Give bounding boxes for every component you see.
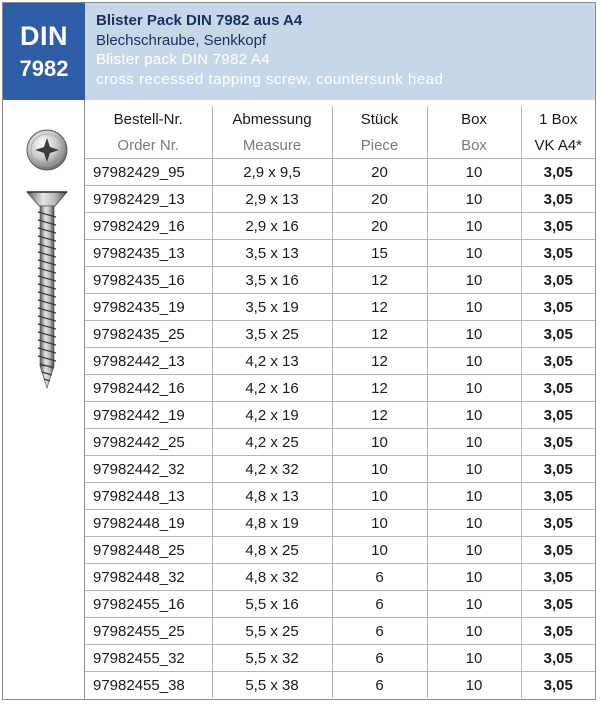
subtitle-english: cross recessed tapping screw, countersunk head [96,70,444,88]
table-row [85,375,595,402]
measure-cell: 4,8 x 25 [212,537,332,564]
countersunk-screw-icon [27,192,67,388]
box-cell: 10 [427,321,521,348]
measure-cell: 2,9 x 16 [212,213,332,240]
column-header: Bestell-Nr. [85,106,212,132]
price-cell: 3,05 [521,429,595,456]
price-cell: 3,05 [521,267,595,294]
piece-cell: 10 [332,456,427,483]
box-cell: 10 [427,186,521,213]
table-row [85,213,595,240]
price-cell: 3,05 [521,510,595,537]
table-row [85,159,595,186]
order-number-cell: 97982429_16 [85,213,212,240]
price-cell: 3,05 [521,186,595,213]
measure-cell: 4,8 x 19 [212,510,332,537]
box-cell: 10 [427,159,521,186]
order-number-cell: 97982435_13 [85,240,212,267]
product-card [2,2,596,700]
order-number-cell: 97982442_19 [85,402,212,429]
subtitle-german: Blechschraube, Senkkopf [96,31,267,49]
table-row [85,483,595,510]
column-header: Piece [332,132,427,159]
measure-cell: 5,5 x 38 [212,672,332,699]
price-cell: 3,05 [521,537,595,564]
table-row [85,672,595,699]
piece-cell: 6 [332,564,427,591]
measure-cell: 5,5 x 25 [212,618,332,645]
column-header: Order Nr. [85,132,212,159]
box-cell: 10 [427,294,521,321]
piece-cell: 12 [332,321,427,348]
piece-cell: 12 [332,375,427,402]
order-number-cell: 97982455_25 [85,618,212,645]
price-cell: 3,05 [521,591,595,618]
piece-cell: 10 [332,510,427,537]
column-header: Measure [212,132,332,159]
price-cell: 3,05 [521,483,595,510]
piece-cell: 10 [332,429,427,456]
table-row [85,267,595,294]
measure-cell: 4,2 x 32 [212,456,332,483]
order-number-cell: 97982455_32 [85,645,212,672]
table-row [85,537,595,564]
price-cell: 3,05 [521,645,595,672]
table-row [85,564,595,591]
price-cell: 3,05 [521,618,595,645]
measure-cell: 4,2 x 13 [212,348,332,375]
piece-cell: 6 [332,591,427,618]
title-german: Blister Pack DIN 7982 aus A4 [96,12,303,29]
piece-cell: 20 [332,186,427,213]
measure-cell: 5,5 x 32 [212,645,332,672]
price-cell: 3,05 [521,375,595,402]
order-number-cell: 97982442_13 [85,348,212,375]
measure-cell: 3,5 x 25 [212,321,332,348]
product-table [85,106,595,698]
order-number-cell: 97982448_32 [85,564,212,591]
box-cell: 10 [427,564,521,591]
piece-cell: 20 [332,213,427,240]
order-number-cell: 97982455_38 [85,672,212,699]
table-row [85,456,595,483]
din-badge [3,3,85,100]
order-number-cell: 97982442_16 [85,375,212,402]
order-number-cell: 97982448_13 [85,483,212,510]
measure-cell: 4,8 x 32 [212,564,332,591]
piece-cell: 12 [332,294,427,321]
piece-cell: 10 [332,537,427,564]
price-cell: 3,05 [521,213,595,240]
table-row [85,348,595,375]
box-cell: 10 [427,645,521,672]
order-number-cell: 97982429_13 [85,186,212,213]
table-row [85,618,595,645]
price-cell: 3,05 [521,456,595,483]
measure-cell: 3,5 x 19 [212,294,332,321]
table-row [85,591,595,618]
din-badge-label: DIN [20,21,68,51]
header-row-german [85,106,595,132]
table-row [85,429,595,456]
measure-cell: 2,9 x 13 [212,186,332,213]
table-row [85,510,595,537]
order-number-cell: 97982455_16 [85,591,212,618]
measure-cell: 4,2 x 16 [212,375,332,402]
box-cell: 10 [427,267,521,294]
price-cell: 3,05 [521,240,595,267]
order-number-cell: 97982435_25 [85,321,212,348]
din-badge-number: 7982 [19,56,69,81]
column-header: Stück [332,106,427,132]
order-number-cell: 97982429_95 [85,159,212,186]
measure-cell: 3,5 x 16 [212,267,332,294]
title-english: Blister pack DIN 7982 A4 [96,51,270,68]
piece-cell: 6 [332,645,427,672]
table-row [85,186,595,213]
box-cell: 10 [427,510,521,537]
box-cell: 10 [427,672,521,699]
measure-cell: 4,8 x 13 [212,483,332,510]
box-cell: 10 [427,375,521,402]
column-header: Box [427,106,521,132]
order-number-cell: 97982435_19 [85,294,212,321]
price-cell: 3,05 [521,348,595,375]
piece-cell: 12 [332,267,427,294]
box-cell: 10 [427,402,521,429]
table-row [85,402,595,429]
title-block [96,11,443,89]
measure-cell: 4,2 x 19 [212,402,332,429]
price-cell: 3,05 [521,564,595,591]
box-cell: 10 [427,483,521,510]
price-cell: 3,05 [521,321,595,348]
table-row [85,240,595,267]
price-cell: 3,05 [521,159,595,186]
header-band [3,3,595,100]
box-cell: 10 [427,456,521,483]
piece-cell: 6 [332,672,427,699]
box-cell: 10 [427,240,521,267]
piece-cell: 10 [332,483,427,510]
piece-cell: 15 [332,240,427,267]
price-cell: 3,05 [521,402,595,429]
column-header: 1 Box [539,110,578,128]
box-cell: 10 [427,591,521,618]
order-number-cell: 97982448_19 [85,510,212,537]
table-row [85,321,595,348]
piece-cell: 6 [332,618,427,645]
box-cell: 10 [427,618,521,645]
order-number-cell: 97982442_25 [85,429,212,456]
column-header: VK A4* [521,132,595,159]
piece-cell: 12 [332,402,427,429]
product-image-column [3,100,85,700]
column-header: Abmessung [212,106,332,132]
measure-cell: 4,2 x 25 [212,429,332,456]
measure-cell: 3,5 x 13 [212,240,332,267]
product-illustration [3,100,85,700]
order-number-cell: 97982442_32 [85,456,212,483]
box-cell: 10 [427,537,521,564]
measure-cell: 2,9 x 9,5 [212,159,332,186]
column-header: Box [427,132,521,159]
box-cell: 10 [427,429,521,456]
price-cell: 3,05 [521,294,595,321]
box-cell: 10 [427,213,521,240]
piece-cell: 20 [332,159,427,186]
order-number-cell: 97982448_25 [85,537,212,564]
box-cell: 10 [427,348,521,375]
header-row-english [85,132,595,159]
price-cell: 3,05 [543,676,573,694]
table-row [85,645,595,672]
table-row [85,294,595,321]
measure-cell: 5,5 x 16 [212,591,332,618]
order-number-cell: 97982435_16 [85,267,212,294]
piece-cell: 12 [332,348,427,375]
phillips-screw-head-icon [27,130,67,170]
